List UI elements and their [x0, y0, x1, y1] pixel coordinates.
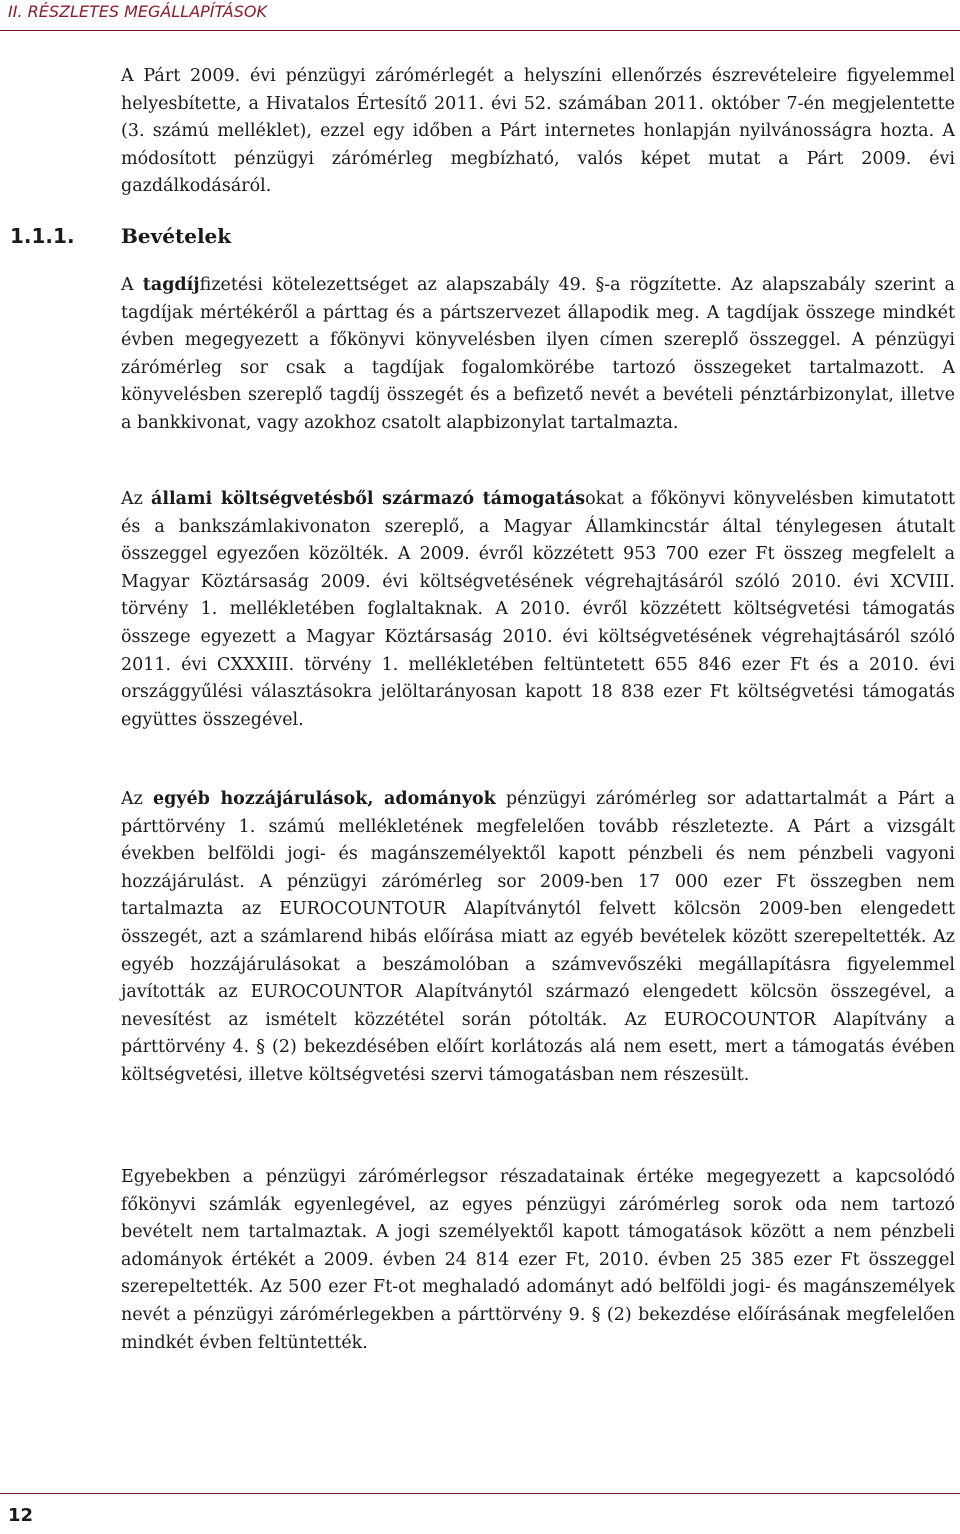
- section-title: Bevételek: [121, 224, 232, 248]
- footer-rule: [0, 1493, 960, 1494]
- donations-paragraph: [121, 786, 955, 1090]
- running-header: [0, 0, 960, 31]
- other-items-paragraph: Egyebekben a pénzügyi zárómérlegsor részadatainak értéke megegyezett a kapcsolódó főkönyvi számlák egyenlegével, az egyes pénzügyi zárómérleg sorok oda nem tartozó bevételt nem tartalmaztak. A jogi személyektől kapott támogatások között a nem pénzbeli adományok értékét a 2009. évben 24 814 ezer Ft, 2010. évben 25 385 ezer Ft összeggel szerepeltették. Az 500 ezer Ft-ot meghaladó adományt adó belföldi jogi- és magánszemélyek nevét a pénzügyi zárómérlegekben a párttörvény 9. § (2) bekezdése előírásának megfelelően mindkét évben feltüntették.: [121, 1167, 955, 1353]
- p1-body: fizetési kötelezettséget az alapszabály 49. §-a rögzítette. Az alapszabály szerint a tagdíjak mértékéről a párttag és a pártszervezet állapodik meg. A tagdíjak összege mindkét évben megegyezett a főkönyvi könyvelésben ilyen címen szereplő összeggel. A pénzügyi zárómérleg sor csak a tagdíjak fogalomkörébe tartozó összegeket tartalmazott. A könyvelésben szereplő tagdíj összegét és a befizető nevét a bevételi pénztárbizonylat, illetve a bankkivonat, vagy azokhoz csatolt alapbizonylat tartalmazta.: [121, 275, 955, 433]
- p1-lead: A: [121, 275, 143, 295]
- p3-lead: Az: [121, 789, 153, 809]
- p1-bold-term: tagdíj: [142, 275, 200, 295]
- running-head-text: II. RÉSZLETES MEGÁLLAPÍTÁSOK: [8, 2, 267, 21]
- intro-paragraph: A Párt 2009. évi pénzügyi zárómérlegét a helyszíni ellenőrzés észrevételeire figyelemmel helyesbítette, a Hivatalos Értesítő 2011. évi 52. számában 2011. október 7-én megjelentette (3. számú melléklet), ezzel egy időben a Párt internetes honlapján nyilvánosságra hozta. A módosított pénzügyi zárómérleg megbízható, valós képet mutat a Párt 2009. évi gazdálkodásáról.: [121, 66, 955, 197]
- p2-lead: Az: [121, 489, 152, 509]
- state-support-paragraph: [121, 486, 955, 734]
- p2-bold-term: állami költségvetésből származó támogatás: [151, 489, 586, 509]
- p2-body: okat a főkönyvi könyvelésben kimutatott és a bankszámlakivonaton szereplő, a Magyar Államkincstár által ténylegesen átutalt összeggel egyezően közölték. A 2009. évről közzétett 953 700 ezer Ft összeg megfelelt a Magyar Köztársaság 2009. évi költségvetésének végrehajtásáról szóló 2010. évi XCVIII. törvény 1. mellékletében foglaltaknak. A 2010. évről közzétett költségvetési támogatás összege egyezett a Magyar Köztársaság 2010. évi költségvetésének végrehajtásáról szóló 2011. évi CXXXIII. törvény 1. mellékletében feltüntetett 655 846 ezer Ft és a 2010. évi országgyűlési választásokra jelöltarányosan kapott 18 838 ezer Ft költségvetési támogatás együttes összegével.: [121, 489, 956, 730]
- p3-body: pénzügyi zárómérleg sor adattartalmát a Párt a párttörvény 1. számú mellékletének megfelelően tovább részletezte. A Párt a vizsgált években belföldi jogi- és magánszemélyektől kapott pénzbeli és nem pénzbeli vagyoni hozzájárulást. A pénzügyi zárómérleg sor 2009-ben 17 000 ezer Ft összegben nem tartalmazta az EUROCOUNTOUR Alapítványtól felvett kölcsön 2009-ben elengedett összegét, azt a számlarend hibás előírása miatt az egyéb bevételek között szerepeltették. Az egyéb hozzájárulásokat a beszámolóban a számvevőszéki megállapításra figyelemmel javították az EUROCOUNTOR Alapítványtól származó elengedett kölcsön összegével, a nevesítést az ismételt közzététel során pótolták. Az EUROCOUNTOR Alapítvány a párttörvény 4. § (2) bekezdésében előírt korlátozás alá nem esett, mert a támogatás évében költségvetési, illetve költségvetési szervi támogatásban nem részesült.: [121, 789, 955, 1085]
- page-number: 12: [8, 1505, 34, 1526]
- membership-fee-paragraph: [121, 272, 955, 438]
- section-number: 1.1.1.: [10, 224, 75, 248]
- p3-bold-term: egyéb hozzájárulások, adományok: [152, 789, 496, 809]
